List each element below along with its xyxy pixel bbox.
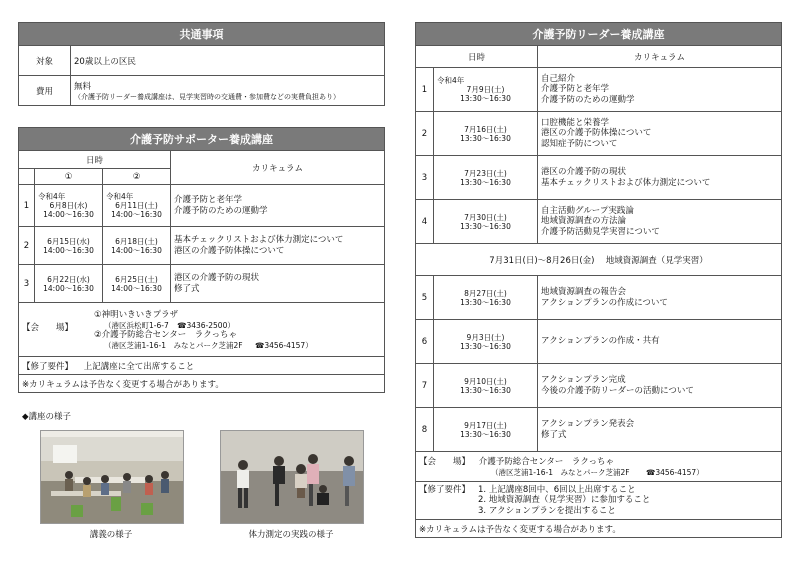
common-fee-note: （介護予防リーダー養成講座は、見学実習時の交通費・参加費などの実費負担あり）: [74, 92, 340, 101]
table-row: [416, 156, 782, 200]
common-fee-label: 費用: [19, 76, 71, 106]
session-date: 9月3日(土): [466, 332, 505, 342]
session-no: 6: [416, 320, 434, 364]
lecture-photo: [40, 430, 184, 524]
session-time: 13:30～16:30: [460, 429, 511, 439]
session-topic: 港区の介護予防体操について: [541, 128, 652, 139]
leader-req-item: 3. アクションプランを提出すること: [478, 505, 616, 516]
table-row: [19, 265, 385, 303]
session-no: 3: [19, 265, 35, 303]
session-date: 9月17日(土): [464, 420, 507, 430]
table-row: [416, 408, 782, 452]
supporter-venue2-name: ②介護予防総合センター ラクっちゃ: [94, 329, 237, 340]
session-date: 6月15日(水): [47, 236, 90, 246]
supporter-req-text: 上記講座に全て出席すること: [83, 361, 195, 372]
leader-venue-tel: ☎3456-4157）: [645, 467, 704, 477]
leader-title: 介護予防リーダー養成講座: [416, 23, 782, 46]
session-topic: 介護予防と老年学: [541, 84, 610, 95]
table-row: [416, 68, 782, 112]
table-row: [416, 200, 782, 244]
session-date: 7月9日(土): [466, 85, 505, 94]
table-row: [416, 320, 782, 364]
session-time: 13:30～16:30: [460, 177, 511, 187]
session-topic: アクションプラン完成: [541, 375, 626, 385]
supporter-venue-row: [19, 303, 385, 357]
session-topic: 今後の介護予防リーダーの活動について: [541, 385, 694, 396]
session-date: 6月22日(水): [47, 274, 90, 284]
session-topic: アクションプランの作成・共有: [541, 336, 660, 347]
supporter-col-date: 日時: [19, 151, 171, 169]
common-fee-cell: [71, 76, 385, 106]
session-topic: 港区の介護予防の現状: [174, 273, 260, 283]
session-topic: 自己紹介: [541, 73, 576, 84]
session-time: 13:30～16:30: [460, 341, 511, 351]
session-no: 5: [416, 276, 434, 320]
session-topic: 修了式: [174, 283, 200, 294]
session-topic: 口腔機能と栄養学: [541, 117, 610, 128]
leader-venue-row: [416, 452, 782, 482]
session-time: 13:30～16:30: [460, 133, 511, 143]
leader-req-item: 2. 地域資源調査（見学実習）に参加すること: [478, 495, 651, 506]
supporter-col-sub1: ①: [35, 169, 103, 185]
session-topic: 認知症予防について: [541, 138, 618, 149]
common-fee-value: 無料: [74, 81, 92, 92]
session-date: 6月18日(土): [115, 236, 158, 246]
session-time: 13:30～16:30: [460, 297, 511, 307]
supporter-table: [18, 127, 385, 393]
session-topic: 港区の介護予防の現状: [541, 167, 627, 177]
session-topic: 港区の介護予防体操について: [174, 245, 285, 256]
session-no: 1: [19, 185, 35, 227]
table-row: [416, 276, 782, 320]
supporter-venue1-tel: ☎3436-2500）: [177, 320, 235, 330]
leader-col-curriculum: カリキュラム: [538, 46, 782, 68]
table-row: [19, 185, 385, 227]
table-row: [416, 112, 782, 156]
session-no: 1: [416, 68, 434, 112]
session-time: 13:30～16:30: [460, 221, 511, 231]
session-topic: 介護予防のための運動学: [541, 94, 635, 105]
session-no: 4: [416, 200, 434, 244]
common-target-label: 対象: [19, 46, 71, 76]
session-date: 9月10日(土): [464, 376, 507, 386]
session-era: 令和4年: [437, 76, 465, 85]
session-time: 14:00～16:30: [111, 283, 162, 293]
session-topic: 地域資源調査の方法論: [541, 216, 627, 227]
session-topic: 介護予防と老年学: [174, 195, 243, 205]
leader-req-item: 1. 上記講座8回中、6回以上出席すること: [478, 484, 636, 495]
session-date: 8月27日(土): [464, 288, 507, 298]
supporter-venue2-addr: （港区芝浦1-16-1 みなとパーク芝浦2F: [104, 340, 243, 350]
session-topic: 介護予防活動見学実習について: [541, 226, 660, 237]
leader-venue-label: 【会 場】: [419, 456, 471, 467]
session-time: 14:00～16:30: [43, 283, 94, 293]
common-title: 共通事項: [19, 23, 385, 46]
supporter-venue1-name: ①神明いきいきプラザ: [94, 309, 179, 320]
session-time: 14:00～16:30: [43, 245, 94, 255]
fitness-photo: [220, 430, 364, 524]
leader-venue-name: 介護予防総合センター ラクっちゃ: [478, 456, 615, 467]
session-time: 14:00～16:30: [111, 245, 162, 255]
session-topic: アクションプランの作成について: [541, 297, 668, 308]
common-target-value: 20歳以上の区民: [71, 46, 385, 76]
supporter-venue2-tel: ☎3456-4157）: [254, 340, 313, 350]
leader-survey-row: 7月31日(日)～8月26日(金) 地域資源調査（見学実習）: [416, 244, 782, 276]
leader-venue-addr: （港区芝浦1-16-1 みなとパーク芝浦2F: [491, 467, 630, 477]
session-date: 7月30日(土): [464, 212, 507, 222]
photos-heading: ◆講座の様子: [22, 412, 72, 422]
session-era: 令和4年: [38, 192, 66, 201]
leader-col-date: 日時: [416, 46, 538, 68]
session-era: 令和4年: [106, 192, 134, 201]
session-no: 3: [416, 156, 434, 200]
common-table: [18, 22, 385, 106]
session-no: 2: [19, 227, 35, 265]
session-time: 13:30～16:30: [460, 385, 511, 395]
session-topic: アクションプラン発表会: [541, 419, 635, 429]
session-no: 8: [416, 408, 434, 452]
session-topic: 基本チェックリストおよび体力測定について: [541, 177, 711, 188]
session-time: 14:00～16:30: [111, 210, 162, 219]
leader-table: [415, 22, 782, 538]
session-topic: 地域資源調査の報告会: [541, 287, 627, 297]
supporter-title: 介護予防サポーター養成講座: [19, 128, 385, 151]
supporter-note: ※カリキュラムは予告なく変更する場合があります。: [19, 375, 385, 393]
lecture-caption: 講義の様子: [89, 530, 133, 540]
supporter-col-curriculum: カリキュラム: [171, 151, 385, 185]
session-no: 2: [416, 112, 434, 156]
session-no: 7: [416, 364, 434, 408]
table-row: [19, 227, 385, 265]
supporter-req-label: 【修了要件】: [22, 361, 74, 372]
session-date: 6月11日(土): [115, 201, 158, 210]
leader-req-label: 【修了要件】: [419, 484, 471, 495]
leader-note: ※カリキュラムは予告なく変更する場合があります。: [416, 520, 782, 538]
session-topic: 自主活動グループ実践論: [541, 205, 634, 216]
session-topic: 基本チェックリストおよび体力測定について: [174, 235, 344, 245]
session-topic: 介護予防のための運動学: [174, 205, 268, 216]
session-topic: 修了式: [541, 429, 567, 440]
session-date: 7月23日(土): [464, 168, 507, 178]
session-time: 14:00～16:30: [43, 210, 94, 219]
table-row: [416, 364, 782, 408]
session-date: 6月25日(土): [115, 274, 158, 284]
session-date: 6月8日(水): [49, 201, 88, 210]
session-time: 13:30～16:30: [460, 94, 511, 103]
fitness-caption: 体力測定の実践の様子: [248, 530, 334, 540]
supporter-col-sub2: ②: [103, 169, 171, 185]
session-date: 7月16日(土): [464, 124, 507, 134]
supporter-venue-label: 【会 場】: [22, 323, 74, 333]
supporter-venue1-addr: （港区浜松町1-6-7: [104, 320, 169, 330]
